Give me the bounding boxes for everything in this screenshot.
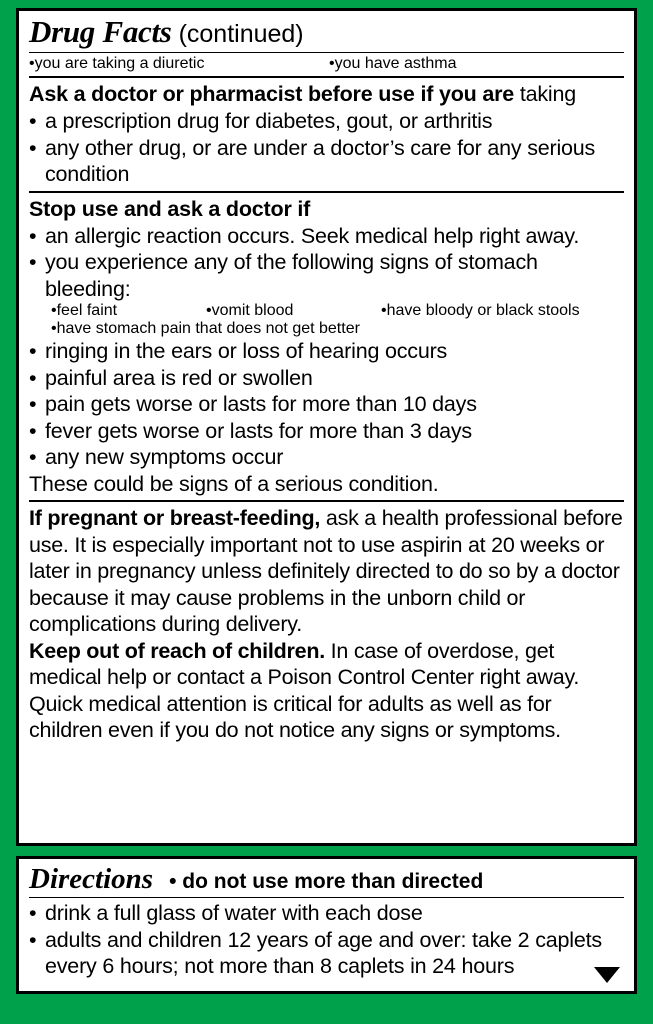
ask-doctor-item-2: any other drug, or are under a doctor’s care for any serious condition: [45, 135, 596, 186]
bullet-icon: •: [206, 302, 212, 319]
bullet-icon: •: [29, 339, 37, 363]
pregnancy-lead: If pregnant or breast-feeding,: [29, 506, 321, 530]
directions-panel: [16, 856, 637, 994]
bullet-icon: •: [29, 250, 37, 274]
pregnancy-text: ask a health professional before use. It is especially important not to use aspirin at 20 weeks or later in pregnancy unless definitely directed to do so by a doctor because it may cause problems in the unborn child or complications during delivery.: [29, 506, 623, 636]
stop-use-sub-3: have bloody or black stools: [386, 302, 580, 319]
directions-subtitle: • do not use more than directed: [169, 870, 484, 893]
list-item: [29, 249, 624, 302]
bullet-icon: •: [29, 365, 37, 390]
stop-use-heading: Stop use and ask a doctor if: [29, 196, 311, 221]
stop-use-after-4: fever gets worse or lasts for more than 3 days: [45, 418, 472, 443]
stop-use-sub-2: vomit blood: [211, 302, 294, 319]
top-bullet-right: you have asthma: [334, 55, 457, 72]
stop-use-item-2: you experience any of the following signs of stomach bleeding:: [45, 250, 538, 301]
directions-title-row: [29, 863, 624, 895]
list-item: [206, 302, 381, 320]
bullet-icon: •: [29, 392, 37, 416]
list-item: [29, 418, 624, 445]
stop-use-after-2: painful area is red or swollen: [45, 365, 313, 390]
divider: [29, 897, 624, 898]
label-bottom-edge: [0, 994, 653, 1024]
directions-item-1: drink a full glass of water with each dose: [45, 901, 423, 925]
divider: [29, 500, 624, 502]
ask-doctor-item-1: a prescription drug for diabetes, gout, or arthritis: [45, 109, 493, 133]
top-bullet-left: you are taking a diuretic: [34, 55, 205, 72]
bullet-icon: •: [29, 418, 37, 443]
list-item: [29, 444, 624, 471]
bullet-icon: •: [29, 55, 35, 72]
bullet-icon: •: [29, 135, 37, 160]
bullet-icon: •: [51, 320, 57, 337]
list-item: [29, 338, 624, 365]
stop-use-sub-1: feel faint: [56, 302, 118, 319]
stop-use-after-3: pain gets worse or lasts for more than 10 days: [45, 392, 477, 416]
directions-title: Directions: [29, 863, 154, 895]
list-item: [29, 927, 624, 980]
bullet-icon: •: [29, 927, 37, 952]
children-paragraph: [29, 638, 624, 744]
page-title-continued: (continued): [178, 20, 304, 48]
stop-use-after-1: ringing in the ears or loss of hearing occurs: [45, 339, 448, 363]
page-title: Drug Facts: [29, 14, 172, 49]
stop-use-after-5: any new symptoms occur: [45, 445, 284, 469]
stop-use-footer: These could be signs of a serious condition.: [29, 471, 439, 496]
stop-use-item-1: an allergic reaction occurs. Seek medical help right away.: [45, 223, 580, 248]
bullet-icon: •: [381, 302, 387, 319]
ask-doctor-heading: [29, 81, 624, 108]
list-item: [29, 135, 624, 188]
stop-use-sub-row-2: [29, 320, 624, 338]
list-item: [29, 108, 624, 135]
bullet-icon: •: [29, 109, 37, 133]
stop-use-sub-row-1: [29, 302, 624, 320]
top-bullets-row: [29, 55, 624, 73]
list-item: [29, 365, 624, 392]
bullet-icon: •: [29, 223, 37, 248]
divider: [29, 191, 624, 193]
list-item: [29, 391, 624, 418]
children-lead: Keep out of reach of children.: [29, 638, 325, 663]
list-item: [381, 302, 580, 320]
list-item: [51, 320, 360, 338]
drug-facts-panel: [16, 8, 637, 846]
drug-facts-title-row: [29, 15, 624, 50]
list-item: [29, 900, 624, 927]
bullet-icon: •: [329, 55, 335, 72]
bullet-icon: •: [29, 445, 37, 469]
bullet-icon: •: [29, 901, 37, 925]
children-text: In case of overdose, get medical help or contact a Poison Control Center right away. Quick medical attention is critical for adults as well as for children even if you do not notice any signs or symptoms.: [29, 638, 580, 742]
list-item: [29, 223, 624, 250]
ask-doctor-heading-rest: taking: [514, 82, 577, 106]
bullet-icon: •: [51, 302, 57, 319]
list-item: [329, 55, 456, 73]
divider: [29, 76, 624, 78]
list-item: [51, 302, 206, 320]
triangle-down-icon: [594, 967, 620, 983]
pregnancy-paragraph: [29, 505, 624, 638]
directions-item-2: adults and children 12 years of age and over: take 2 caplets every 6 hours; not more than 8 caplets in 24 hours: [45, 927, 602, 978]
list-item: [29, 55, 329, 73]
stop-use-sub-4: have stomach pain that does not get better: [56, 320, 360, 337]
ask-doctor-heading-bold: Ask a doctor or pharmacist before use if you are: [29, 82, 515, 106]
divider: [29, 52, 624, 53]
